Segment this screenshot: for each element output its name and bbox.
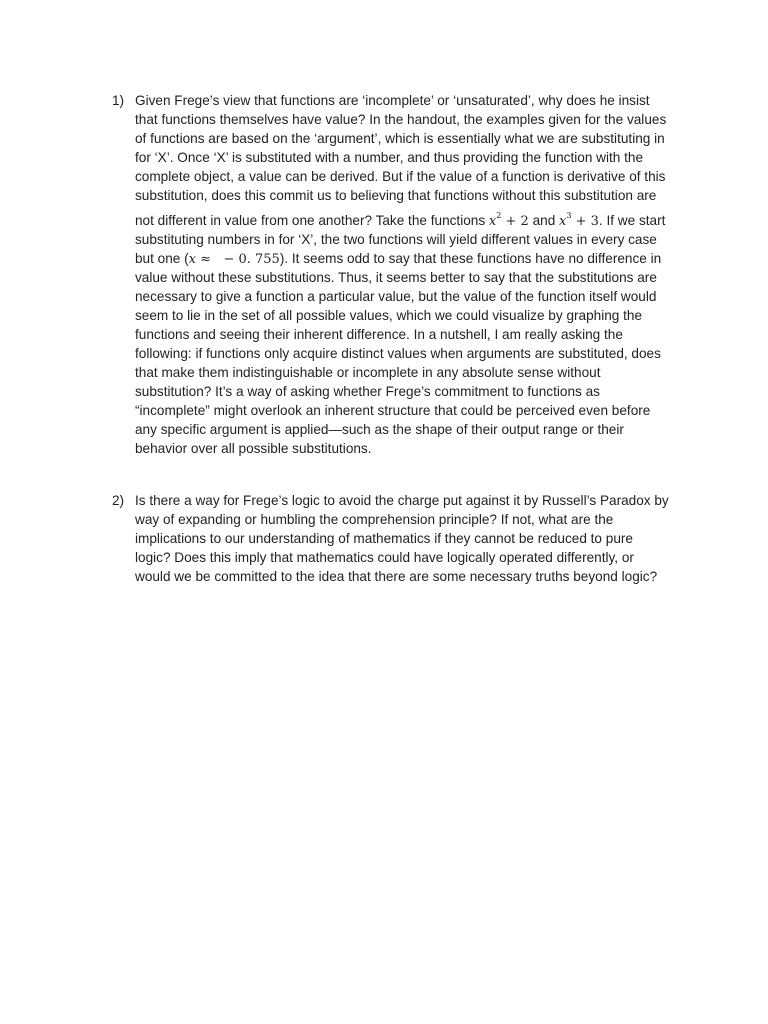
text-line: Given Frege’s view that functions are ‘incomplete’ or ‘unsaturated’, why does he insist: [135, 93, 650, 108]
text-line: would we be committed to the idea that there are some necessary truths beyond logic?: [135, 569, 658, 584]
text-segment: ). It seems odd to say that these functions have no difference in: [279, 251, 662, 266]
math-exponent: 2: [496, 210, 502, 220]
text-line: way of expanding or humbling the comprehension principle? If not, what are the: [135, 512, 614, 527]
text-line: that make them indistinguishable or incomplete in any absolute sense without: [135, 365, 601, 380]
text-line: implications to our understanding of mathematics if they cannot be reduced to pure: [135, 531, 633, 546]
question-number: 2): [112, 493, 125, 508]
text-line: substitution? It’s a way of asking whether Frege’s commitment to functions as: [135, 384, 600, 399]
math-variable: x: [188, 252, 197, 267]
approximation-expression: [189, 252, 280, 267]
text-line: necessary to give a function a particular value, but the value of the function itself would: [135, 289, 657, 304]
text-line: seem to lie in the set of all possible values, which we could visualize by graphing the: [135, 308, 643, 323]
function-expression: [559, 210, 599, 229]
text-segment: and: [528, 213, 560, 228]
question-text: [135, 491, 682, 586]
text-line: any specific argument is applied—such as the shape of their output range or their: [135, 422, 624, 437]
text-line: value without these substitutions. Thus, it seems better to say that the substitutions are: [135, 270, 657, 285]
math-variable: x: [488, 214, 497, 229]
text-line: following: if functions only acquire distinct values when arguments are substituted, does: [135, 346, 661, 361]
math-term: + 2: [501, 214, 529, 229]
math-exponent: 3: [566, 210, 572, 220]
math-text-line: [135, 249, 682, 268]
question-1: [112, 91, 682, 458]
text-line: that functions themselves have value? In the handout, the examples given for the values: [135, 112, 667, 127]
question-text: [135, 91, 682, 458]
math-variable: x: [559, 214, 567, 229]
math-term: + 3: [571, 214, 599, 229]
approx-symbol: ≈: [196, 252, 220, 267]
text-line: behavior over all possible substitutions.: [135, 441, 372, 456]
text-segment: but one (: [135, 251, 189, 266]
text-line: “incomplete” might overlook an inherent structure that could be perceived even before: [135, 403, 651, 418]
math-text-line: [135, 205, 682, 230]
text-line: substitution, does this commit us to believing that functions without this substitution are: [135, 188, 657, 203]
text-line: complete object, a value can be derived. But if the value of a function is derivative of this: [135, 169, 666, 184]
text-line: substituting numbers in for ‘X’, the two functions will yield different values in every case: [135, 232, 657, 247]
text-segment: . If we start: [598, 213, 666, 228]
text-line: Is there a way for Frege’s logic to avoid the charge put against it by Russell’s Paradox by: [135, 493, 669, 508]
text-line: of functions are based on the ‘argument’, which is essentially what we are substituting in: [135, 131, 665, 146]
question-2: [112, 491, 682, 586]
text-segment: not different in value from one another? Take the functions: [135, 213, 489, 228]
text-line: for ‘X’. Once ‘X’ is substituted with a number, and thus providing the function with the: [135, 150, 644, 165]
text-line: logic? Does this imply that mathematics could have logically operated differently, or: [135, 550, 634, 565]
question-number: 1): [112, 93, 125, 108]
function-expression: [488, 210, 529, 229]
text-line: functions and seeing their inherent difference. In a nutshell, I am really asking the: [135, 327, 623, 342]
math-value: − 0. 755: [219, 252, 280, 267]
